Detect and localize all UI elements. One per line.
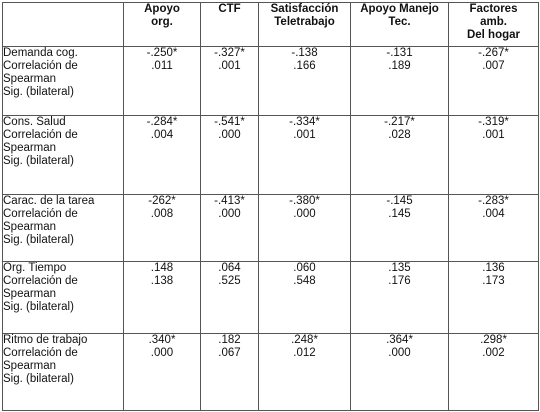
correlation-value: -.334* (289, 116, 320, 128)
correlation-value: -.541* (214, 116, 245, 128)
row-label (3, 334, 124, 411)
header-line: CTF (218, 3, 241, 15)
correlation-table (2, 2, 539, 411)
table-cell (259, 262, 351, 334)
row-label-line: Org. Tiempo (3, 262, 67, 274)
correlation-value: -.131 (386, 47, 413, 59)
correlation-value: -.250* (146, 47, 178, 59)
row-label-line: Carac. de la tarea (3, 195, 95, 207)
correlation-value: .136 (482, 262, 505, 274)
header-empty (3, 3, 124, 47)
table-row (3, 116, 539, 195)
row-label-line: Sig. (bilateral) (3, 301, 74, 313)
row-label-line: Sig. (bilateral) (3, 234, 74, 246)
significance-value: .548 (293, 275, 316, 287)
table-cell (201, 334, 259, 411)
correlation-value: .364* (386, 334, 413, 346)
table-cell (351, 334, 449, 411)
row-label-line: Cons. Salud (3, 116, 66, 128)
table-cell (259, 47, 351, 116)
significance-value: .525 (218, 275, 241, 287)
table-cell (259, 334, 351, 411)
significance-value: .002 (482, 347, 505, 359)
correlation-value: -.145 (386, 195, 413, 207)
table-cell (124, 116, 201, 195)
correlation-value: .148 (150, 262, 174, 274)
correlation-value: .064 (218, 262, 241, 274)
row-label-line: Correlación de (3, 129, 78, 141)
header-line: amb. (480, 16, 507, 28)
significance-value: .008 (150, 208, 174, 220)
table-cell (351, 262, 449, 334)
correlation-value: -262* (148, 195, 176, 207)
table-cell (449, 116, 539, 195)
header-apoyo-manejo-tec (351, 3, 449, 47)
significance-value: .145 (388, 208, 411, 220)
significance-value: .000 (218, 129, 241, 141)
table-cell (124, 334, 201, 411)
table-cell (201, 195, 259, 262)
row-label-line: Sig. (bilateral) (3, 373, 74, 385)
correlation-value: -.267* (478, 47, 509, 59)
correlation-value: -.138 (291, 47, 318, 59)
correlation-value: -.283* (478, 195, 509, 207)
row-label (3, 262, 124, 334)
significance-value: .173 (482, 275, 505, 287)
correlation-value: .248* (291, 334, 318, 346)
header-line: Factores (469, 3, 518, 15)
row-label-line: Correlación de (3, 275, 78, 287)
significance-value: .001 (482, 129, 505, 141)
table-cell (449, 47, 539, 116)
row-label-line: Spearman (3, 221, 57, 233)
correlation-value: .060 (293, 262, 316, 274)
table-cell (351, 195, 449, 262)
table-cell (351, 47, 449, 116)
correlation-value: -.319* (478, 116, 509, 128)
significance-value: .189 (388, 60, 411, 72)
significance-value: .166 (293, 60, 316, 72)
table-row (3, 47, 539, 116)
header-apoyo-org (124, 3, 201, 47)
significance-value: .004 (150, 129, 174, 141)
row-label (3, 47, 124, 116)
row-label-line: Spearman (3, 73, 57, 85)
correlation-value: -.380* (289, 195, 320, 207)
header-line: Apoyo (144, 3, 180, 15)
row-label-line: Demanda cog. (3, 47, 78, 59)
correlation-value: -.327* (214, 47, 245, 59)
significance-value: .001 (218, 60, 241, 72)
header-line: Teletrabajo (274, 16, 335, 28)
significance-value: .000 (388, 347, 411, 359)
header-line: Apoyo Manejo (360, 3, 439, 15)
header-row (3, 3, 539, 47)
significance-value: .176 (388, 275, 411, 287)
significance-value: .028 (388, 129, 411, 141)
header-satisfaccion-teletrabajo (259, 3, 351, 47)
table-row (3, 334, 539, 411)
significance-value: .000 (218, 208, 241, 220)
header-ctf (201, 3, 259, 47)
correlation-value: -.284* (146, 116, 178, 128)
table-cell (124, 195, 201, 262)
correlation-value: .182 (218, 334, 241, 346)
table-cell (201, 116, 259, 195)
correlation-value: -.413* (214, 195, 245, 207)
row-label (3, 116, 124, 195)
significance-value: .000 (293, 208, 316, 220)
table-cell (201, 47, 259, 116)
row-label-line: Spearman (3, 288, 57, 300)
significance-value: .138 (150, 275, 174, 287)
header-line: Tec. (388, 16, 411, 28)
row-label-line: Correlación de (3, 347, 78, 359)
row-label-line: Sig. (bilateral) (3, 86, 74, 98)
header-factores-amb-hogar (449, 3, 539, 47)
row-label-line: Correlación de (3, 60, 78, 72)
table-cell (201, 262, 259, 334)
table-cell (259, 195, 351, 262)
table-cell (449, 334, 539, 411)
row-label-line: Ritmo de trabajo (3, 334, 88, 346)
row-label-line: Spearman (3, 142, 57, 154)
significance-value: .067 (218, 347, 241, 359)
table-cell (351, 116, 449, 195)
table-cell (124, 47, 201, 116)
table-cell (124, 262, 201, 334)
header-line: Del hogar (466, 29, 521, 41)
header-line: org. (151, 16, 173, 28)
significance-value: .001 (293, 129, 316, 141)
correlation-value: .298* (480, 334, 507, 346)
correlation-value: -.217* (384, 116, 415, 128)
row-label-line: Sig. (bilateral) (3, 155, 74, 167)
significance-value: .007 (482, 60, 505, 72)
significance-value: .011 (151, 60, 173, 72)
significance-value: .000 (150, 347, 174, 359)
row-label-line: Correlación de (3, 208, 78, 220)
table-cell (449, 262, 539, 334)
row-label-line: Spearman (3, 360, 57, 372)
correlation-value: .340* (148, 334, 176, 346)
significance-value: .004 (482, 208, 505, 220)
table-cell (259, 116, 351, 195)
significance-value: .012 (293, 347, 316, 359)
header-line: Satisfacción (270, 3, 339, 15)
table-row (3, 195, 539, 262)
row-label (3, 195, 124, 262)
table-cell (449, 195, 539, 262)
correlation-value: .135 (388, 262, 411, 274)
table-row (3, 262, 539, 334)
